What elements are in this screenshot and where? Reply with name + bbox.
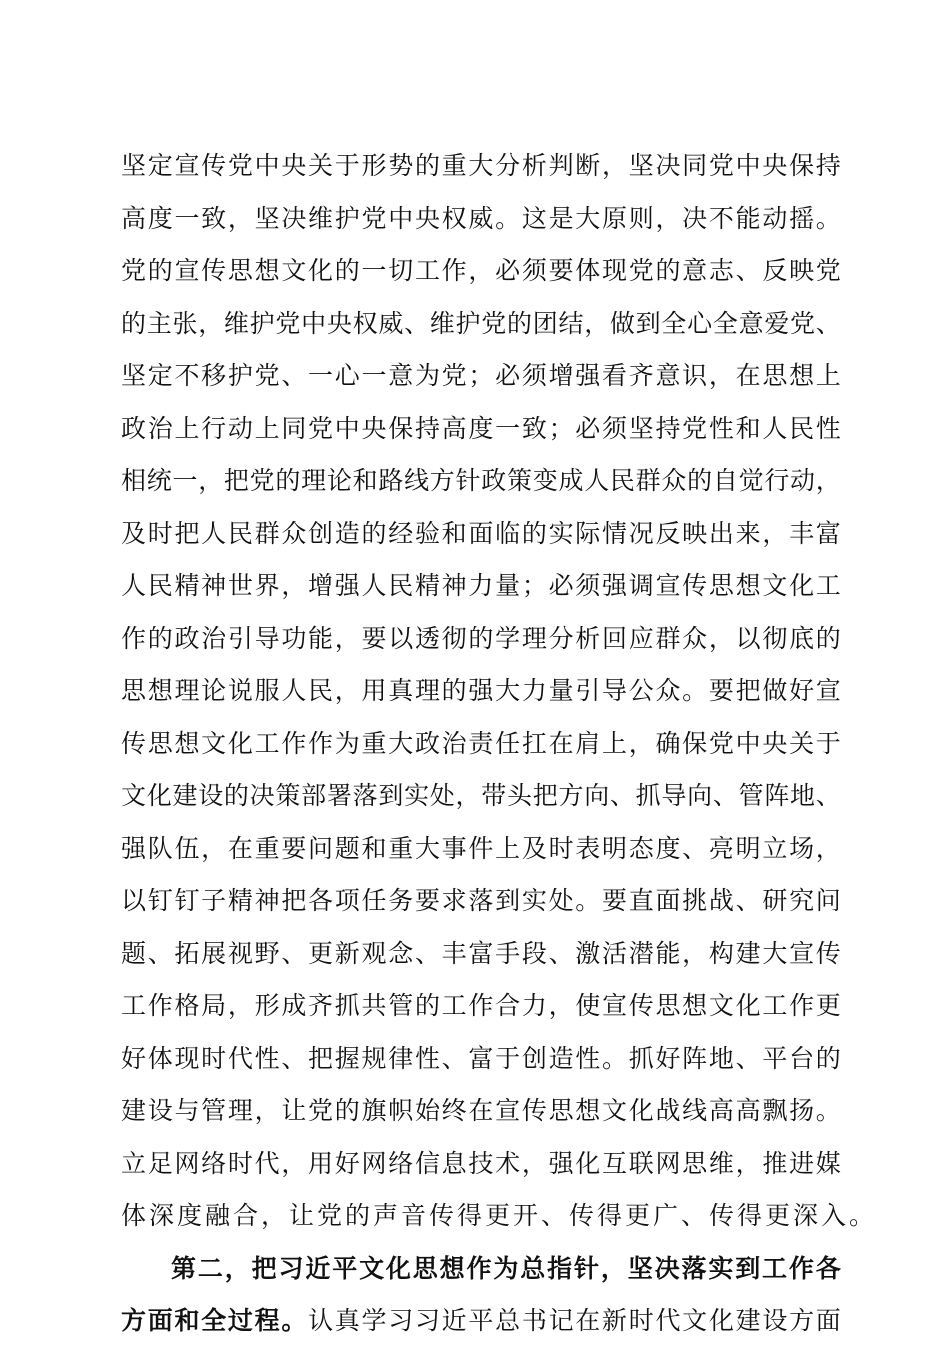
text-line: 及时把人民群众创造的经验和面临的实际情况反映出来，丰富: [121, 518, 841, 548]
text-line: 高度一致，坚决维护党中央权威。这是大原则，决不能动摇。: [121, 203, 841, 233]
section-heading-text: 方面和全过程。: [121, 1306, 309, 1335]
paragraph-2: [121, 1243, 841, 1348]
text-line: 相统一，把党的理论和路线方针政策变成人民群众的自觉行动，: [121, 466, 841, 495]
text-line: 政治上行动上同党中央保持高度一致；必须坚持党性和人民性: [121, 413, 841, 443]
text-line: 题、拓展视野、更新观念、丰富手段、激活潜能，构建大宣传: [121, 938, 841, 968]
text-line: 体深度融合，让党的声音传得更开、传得更广、传得更深入。: [121, 1201, 878, 1230]
text-line: 党的宣传思想文化的一切工作，必须要体现党的意志、反映党: [121, 256, 841, 285]
text-line: 传思想文化工作作为重大政治责任扛在肩上，确保党中央关于: [121, 728, 841, 758]
text-line: 立足网络时代，用好网络信息技术，强化互联网思维，推进媒: [121, 1148, 841, 1178]
text-line: 好体现时代性、把握规律性、富于创造性。抓好阵地、平台的: [121, 1043, 841, 1073]
section-heading-text: 第二，把习近平文化思想作为总指针，坚决落实到工作各: [171, 1253, 841, 1283]
section-heading-line: [121, 1243, 841, 1296]
body-text: 认真学习习近平总书记在新时代文化建设方面: [308, 1306, 841, 1335]
text-line: [121, 1295, 841, 1348]
text-line: 人民精神世界，增强人民精神力量；必须强调宣传思想文化工: [121, 571, 841, 600]
paragraph-1: [121, 140, 878, 1243]
text-line: 文化建设的决策部署落到实处，带头把方向、抓导向、管阵地、: [121, 781, 841, 810]
text-line: 强队伍，在重要问题和重大事件上及时表明态度、亮明立场，: [121, 833, 841, 863]
text-line: 坚定宣传党中央关于形势的重大分析判断，坚决同党中央保持: [121, 151, 841, 180]
text-line: 以钉钉子精神把各项任务要求落到实处。要直面挑战、研究问: [121, 886, 841, 915]
text-line: 作的政治引导功能，要以透彻的学理分析回应群众，以彻底的: [121, 623, 841, 653]
text-line: 的主张，维护党中央权威、维护党的团结，做到全心全意爱党、: [121, 308, 841, 338]
document-body: [121, 140, 878, 1348]
text-line: 工作格局，形成齐抓共管的工作合力，使宣传思想文化工作更: [121, 991, 841, 1020]
text-line: 坚定不移护党、一心一意为党；必须增强看齐意识，在思想上: [121, 361, 841, 390]
text-line: 建设与管理，让党的旗帜始终在宣传思想文化战线高高飘扬。: [121, 1096, 841, 1125]
text-line: 思想理论说服人民，用真理的强大力量引导公众。要把做好宣: [121, 676, 841, 705]
